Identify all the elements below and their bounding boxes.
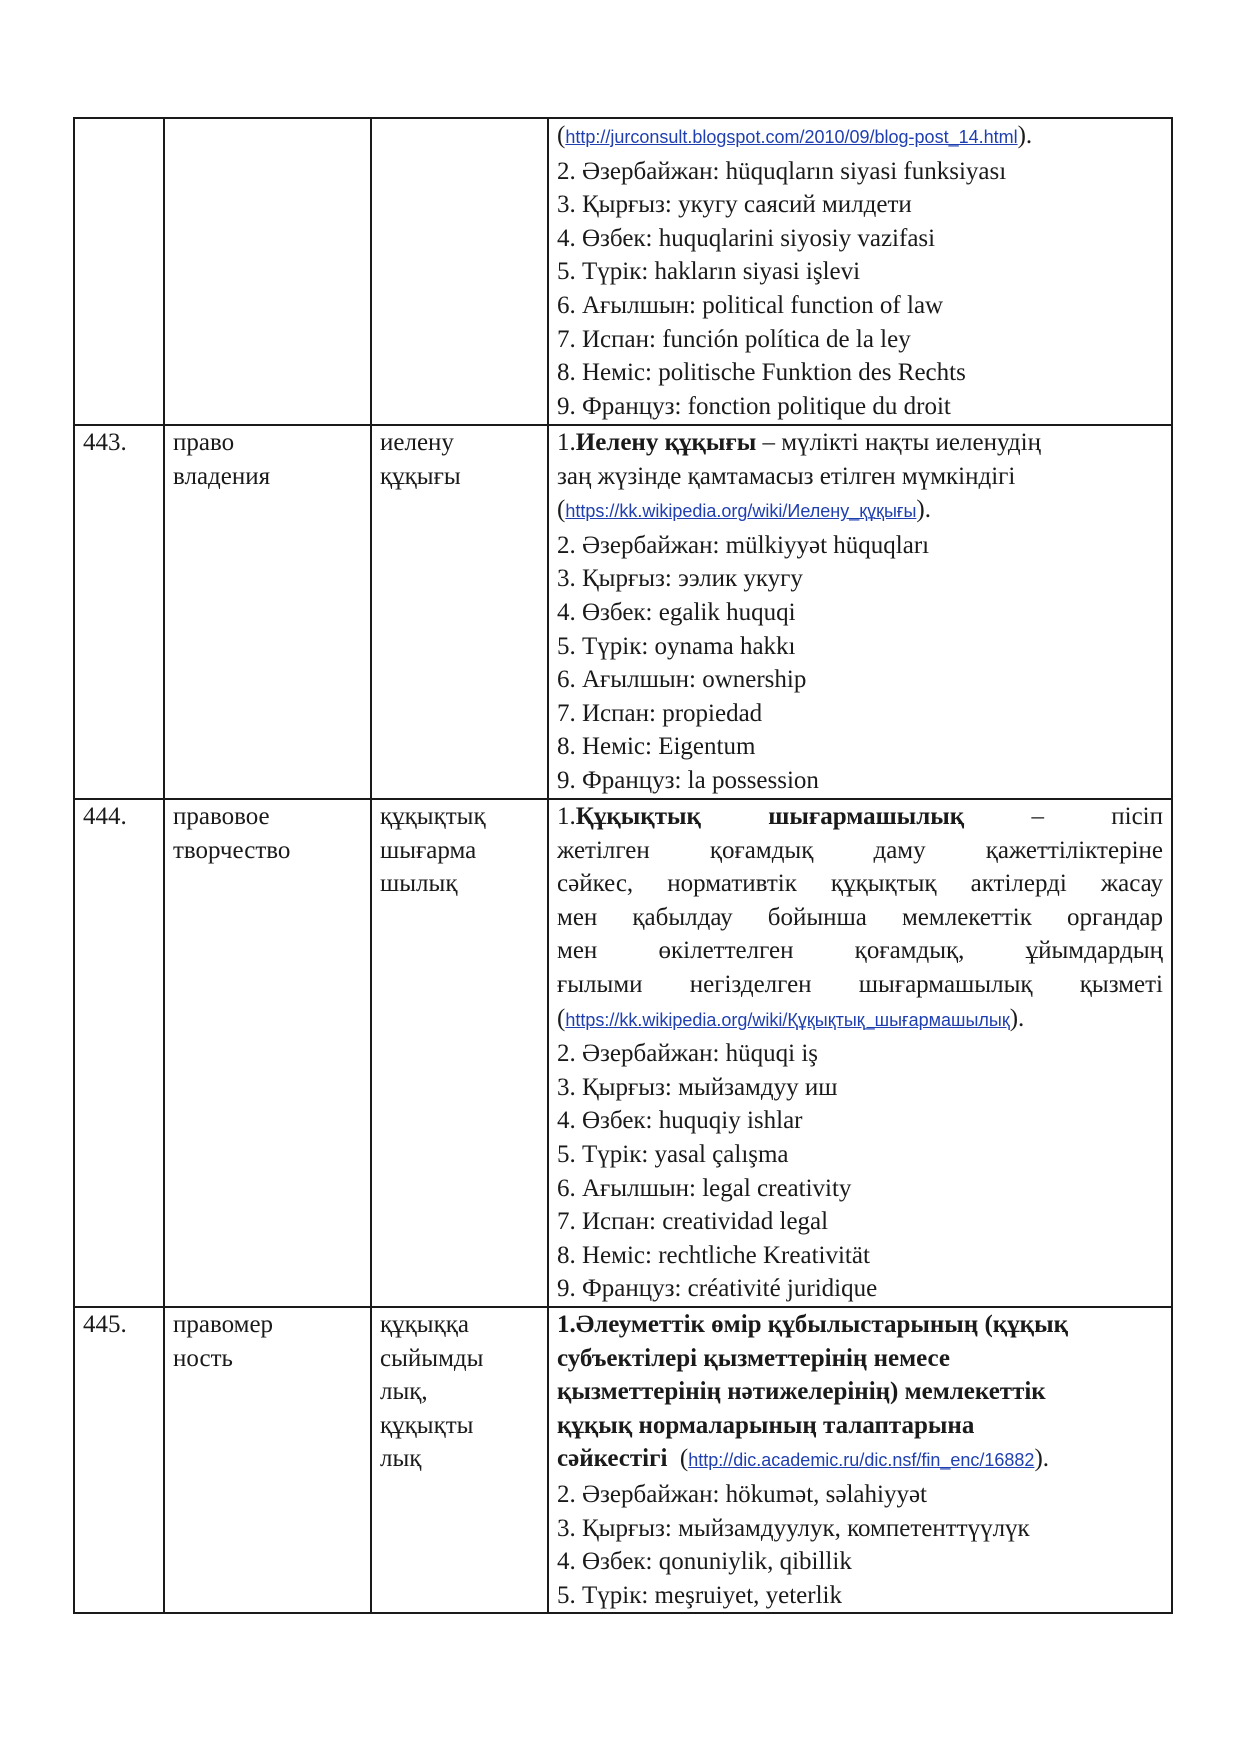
translation-line: 5. Түрік: meşruiyet, yeterlik [557, 1581, 842, 1609]
source-line: (https://kk.wikipedia.org/wiki/Құқықтық_шығармашылық). [557, 1004, 1025, 1032]
kazakh-term-cell [371, 118, 548, 425]
definition-line: 1.Әлеуметтік өмір құбылыстарының (құқық [557, 1311, 1069, 1338]
translation-line: 2. Әзербайжан: hüquqların siyasi funksiyası [557, 157, 1007, 185]
source-link[interactable]: http://dic.academic.ru/dic.nsf/fin_enc/16882 [688, 1450, 1035, 1471]
kazakh-term-line: құқығы [380, 462, 461, 490]
source-link[interactable]: https://kk.wikipedia.org/wiki/Құқықтық_шығармашылық [565, 1009, 1010, 1030]
definition-text: – мүлікті нақты иеленудің [756, 429, 1041, 456]
definition-cell [548, 118, 1172, 425]
definition-line: құқық нормаларының талаптарына [557, 1411, 975, 1439]
russian-term-cell [164, 425, 371, 799]
russian-term-line: право [173, 429, 235, 456]
translation-line: 5. Түрік: hakların siyasi işlevi [557, 258, 861, 286]
translation-line: 7. Испан: función política de la ley [557, 325, 911, 353]
entry-number-cell: 445. [74, 1307, 164, 1613]
kazakh-term-line: құқыққа [380, 1311, 469, 1338]
definition-text: – пісіп [964, 803, 1164, 830]
translation-line: 4. Өзбек: qonuniylik, qibillik [557, 1548, 852, 1576]
translation-line: 3. Қырғыз: укугу саясий милдети [557, 191, 912, 219]
glossary-table [73, 117, 1173, 1614]
table-row [74, 425, 1172, 799]
table-row [74, 1307, 1172, 1613]
russian-term-line: правомер [173, 1311, 274, 1338]
translation-line: 9. Француз: fonction politique du droit [557, 392, 951, 420]
translation-line: 7. Испан: creatividad legal [557, 1208, 829, 1236]
translation-line: 2. Әзербайжан: hökumət, səlahiyyət [557, 1480, 928, 1508]
translation-line: 3. Қырғыз: ээлик укугу [557, 565, 803, 593]
definition-line [557, 800, 1163, 834]
source-line: (https://kk.wikipedia.org/wiki/Иелену_құқығы). [557, 496, 931, 524]
definition-term: сәйкестігі [557, 1445, 668, 1473]
source-link[interactable]: https://kk.wikipedia.org/wiki/Иелену_құқығы [565, 501, 917, 522]
source-line: (http://jurconsult.blogspot.com/2010/09/blog-post_14.html). [557, 122, 1033, 149]
russian-term-cell [164, 118, 371, 425]
definition-cell [548, 425, 1172, 799]
definition-line: мен қабылдау бойынша мемлекеттік органдар [557, 903, 1163, 931]
translation-line: 8. Неміс: Eigentum [557, 733, 756, 761]
entry-number-cell: 444. [74, 799, 164, 1307]
kazakh-term-line: шығарма [380, 836, 477, 864]
definition-cell [548, 799, 1172, 1307]
translation-line: 3. Қырғыз: мыйзамдуулук, компетенттүүлүк [557, 1514, 1030, 1542]
source-link[interactable]: http://jurconsult.blogspot.com/2010/09/blog-post_14.html [565, 127, 1018, 147]
definition-term: Құқықтық шығармашылық [575, 803, 965, 830]
translation-line: 4. Өзбек: egalik huquqi [557, 598, 796, 626]
russian-term-cell [164, 1307, 371, 1613]
russian-term-line: ность [173, 1344, 233, 1372]
translation-line: 5. Түрік: oynama hakkı [557, 632, 796, 660]
definition-line: заң жүзінде қамтамасыз етілген мүмкіндігі [557, 462, 1016, 490]
translation-line: 5. Түрік: yasal çalışma [557, 1140, 789, 1168]
russian-term-line: владения [173, 462, 271, 490]
kazakh-term-cell [371, 1307, 548, 1613]
translation-line: 6. Ағылшын: legal creativity [557, 1174, 852, 1202]
russian-term-line: творчество [173, 836, 291, 864]
kazakh-term-line: лық [380, 1445, 422, 1473]
kazakh-term-cell [371, 425, 548, 799]
definition-prefix: 1. [557, 803, 576, 830]
kazakh-term-line: сыйымды [380, 1344, 484, 1372]
kazakh-term-line: лық, [380, 1378, 428, 1406]
entry-number-cell: 443. [74, 425, 164, 799]
russian-term-line: правовое [173, 803, 270, 830]
definition-term: Иелену құқығы [575, 429, 757, 456]
definition-line: ғылыми негізделген шығармашылық қызметі [557, 970, 1163, 998]
definition-line: қызметтерінің нәтижелерінің) мемлекеттік [557, 1378, 1046, 1406]
definition-line [557, 426, 1163, 460]
translation-line: 9. Француз: la possession [557, 766, 819, 794]
translation-line: 6. Ағылшын: ownership [557, 666, 807, 694]
kazakh-term-line: құқықтық [380, 803, 486, 830]
definition-line: мен өкілеттелген қоғамдық, ұйымдардың [557, 937, 1163, 965]
translation-line: 2. Әзербайжан: hüquqi iş [557, 1040, 819, 1068]
definition-line: жетілген қоғамдық даму қажеттіліктеріне [557, 836, 1163, 864]
table-row [74, 118, 1172, 425]
translation-line: 7. Испан: propiedad [557, 699, 763, 727]
kazakh-term-line: иелену [380, 429, 454, 456]
translation-line: 4. Өзбек: huquqiy ishlar [557, 1107, 803, 1135]
translation-line: 3. Қырғыз: мыйзамдуу иш [557, 1073, 838, 1101]
source-line: сәйкестігі (http://dic.academic.ru/dic.nsf/fin_enc/16882). [557, 1445, 1050, 1473]
translation-line: 4. Өзбек: huquqlarini siyosiy vazifasi [557, 224, 936, 252]
entry-number-cell [74, 118, 164, 425]
definition-cell [548, 1307, 1172, 1613]
table-row [74, 799, 1172, 1307]
definition-line: сәйкес, нормативтік құқықтық актілерді жасау [557, 870, 1163, 898]
kazakh-term-line: шылық [380, 870, 458, 898]
kazakh-term-cell [371, 799, 548, 1307]
definition-prefix: 1. [557, 429, 576, 456]
translation-line: 6. Ағылшын: political function of law [557, 291, 944, 319]
translation-line: 8. Неміс: rechtliche Kreativität [557, 1241, 870, 1269]
definition-line: субъектілері қызметтерінің немесе [557, 1344, 951, 1372]
russian-term-cell [164, 799, 371, 1307]
translation-line: 2. Әзербайжан: mülkiyyət hüquqları [557, 531, 930, 559]
kazakh-term-line: құқықты [380, 1411, 474, 1439]
translation-line: 8. Неміс: politische Funktion des Rechts [557, 359, 966, 387]
translation-line: 9. Француз: créativité juridique [557, 1275, 878, 1303]
